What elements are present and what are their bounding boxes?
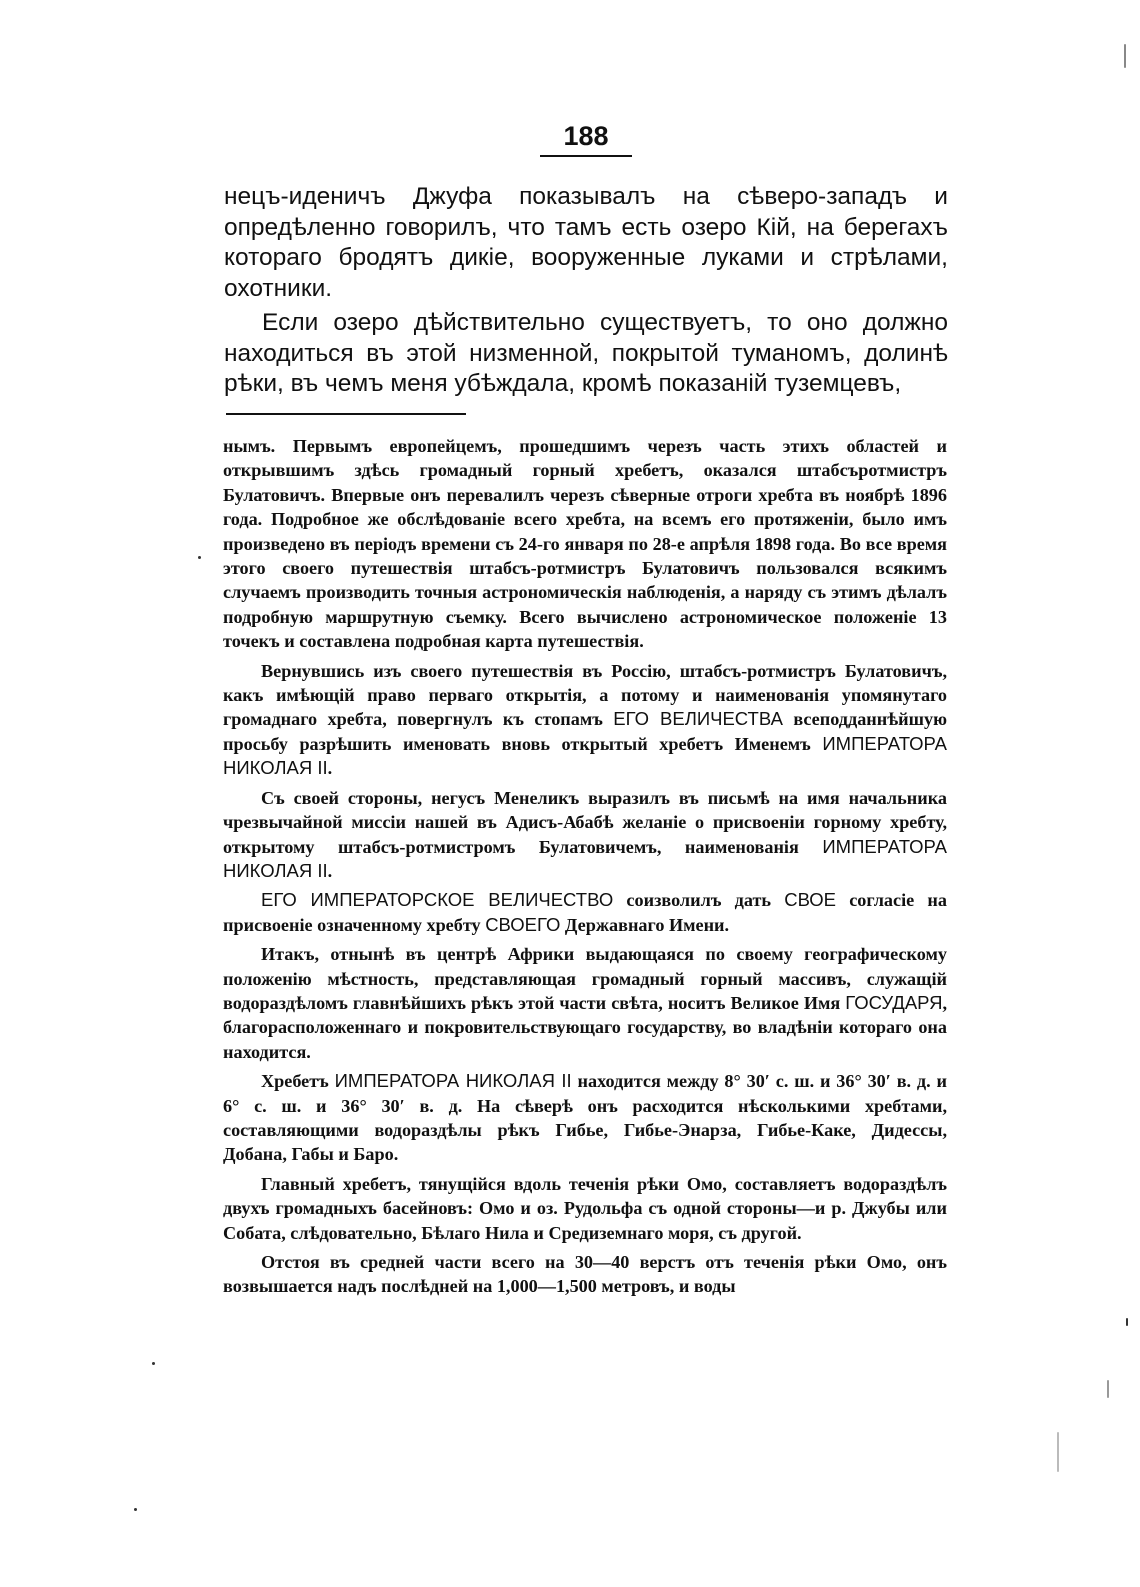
caps-run: ИМПЕРАТОРА НИКОЛАЯ II (334, 1070, 572, 1092)
footnote (223, 434, 947, 1304)
scan-speck (1124, 44, 1126, 68)
scan-speck (1107, 1380, 1109, 1398)
text-run: Итакъ, отнынѣ въ центрѣ Африки выдающаяся по своему географическому положенію мѣстность, представляющая громадный горный массивъ, служащій водораздѣломъ главнѣйшихъ рѣкъ этой части свѣта, носитъ Великое Имя (223, 944, 947, 1013)
text-run: Державнаго Имени. (560, 914, 730, 935)
footnote-paragraph-8: Отстоя въ средней части всего на 30—40 верстъ отъ теченія рѣки Омо, онъ возвышается надъ послѣдней на 1,000—1,500 метровъ, и воды (223, 1252, 947, 1297)
caps-run: ИМПЕРАТОРА НИКОЛАЯ II (223, 732, 947, 779)
text-run: Съ своей стороны, негусъ Менеликъ выразилъ въ письмѣ на имя начальника чрезвычайной миссіи нашей въ Адисъ-Абабѣ желаніе о присвоеніи горному хребту, открытому штабсъ-ротмистромъ Булатовичемъ, наименованія (223, 787, 947, 857)
text-run: находится между 8° 30′ с. ш. и 36° 30′ в. д. и 6° с. ш. и 36° 30′ в. д. На сѣверѣ онъ расходится нѣсколькими хребтами, составляющими водораздѣлы рѣкъ Гибье, Гибье-Энарза, Гибье-Каке, Дидессы, Добана, Габы и Баро. (223, 1071, 947, 1165)
caps-run: ЕГО ИМПЕРАТОРСКОЕ ВЕЛИЧЕСТВО (261, 889, 614, 911)
caps-run: ЕГО ВЕЛИЧЕСТВА (613, 708, 783, 730)
text-run: , благорасположеннаго и покровительствующаго государству, во владѣніи котораго она находится. (223, 992, 947, 1062)
text-run: всеподданнѣйшую просьбу разрѣшить именовать вновь открытый хребетъ Именемъ (223, 709, 947, 754)
footnote-paragraph-1: нымъ. Первымъ европейцемъ, прошедшимъ черезъ часть этихъ областей и открывшимъ здѣсь громадный горный хребетъ, оказался штабсъротмистръ Булатовичъ. Впервые онъ перевалилъ черезъ сѣверные отроги хребта въ ноябрѣ 1896 года. Подробное же обслѣдованіе всего хребта, на всемъ его протяженіи, было имъ произведено въ періодъ времени съ 24-го января по 28-е апрѣля 1898 года. Во все время этого своего путешествія штабсъ-ротмистръ Булатовичъ пользовался всякимъ случаемъ производить точныя астрономическія наблюденія, а наряду съ этимъ дѣлалъ подробную маршрутную съемку. Всего вычислено астрономическое положеніе 13 точекъ и составлена подробная карта путешествія. (223, 436, 947, 652)
footnote-divider (226, 413, 466, 415)
text-run: . (327, 860, 333, 881)
text-run: Хребетъ (261, 1071, 335, 1092)
text-run: согласіе на присвоеніе означенному хребту (223, 890, 947, 935)
text-run: Вернувшись изъ своего путешествія въ Россію, штабсъ-ротмистръ Булатовичъ, какъ имѣющій право перваго открытія, а потому и наименованія упомянутаго громаднаго хребта, повергнулъ къ стопамъ (223, 660, 947, 730)
text-run: соизволилъ дать (613, 890, 785, 911)
main-paragraph-2: Если озеро дѣйствительно существуетъ, то оно должно находиться въ этой низменной, покрытой туманомъ, долинѣ рѣки, въ чемъ меня убѣждала, кромѣ показаній туземцевъ, (224, 309, 948, 397)
scan-speck (152, 1362, 155, 1365)
scan-speck (134, 1508, 137, 1511)
footnote-paragraph-5 (223, 942, 947, 1064)
caps-run: СВОЕ (784, 889, 837, 911)
caps-run: СВОЕГО (485, 913, 561, 935)
footnote-paragraph-4 (223, 888, 947, 937)
caps-run: ИМПЕРАТОРА НИКОЛАЯ II (223, 835, 947, 881)
footnote-paragraph-3 (223, 786, 947, 884)
text-run: . (327, 758, 333, 779)
main-paragraph-1: нецъ-иденичъ Джуфа показывалъ на сѣверо-западъ и опредѣленно говорилъ, что тамъ есть озеро Кій, на берегахъ котораго бродятъ дикіе, вооруженные луками и стрѣлами, охотники. (224, 183, 948, 302)
main-text (224, 182, 948, 404)
footnote-paragraph-2 (223, 659, 947, 781)
footnote-paragraph-6 (223, 1069, 947, 1167)
scan-speck (198, 556, 201, 559)
scan-speck (1057, 1432, 1059, 1472)
caps-run: ГОСУДАРЯ (845, 991, 943, 1013)
footnote-paragraph-7: Главный хребетъ, тянущійся вдоль теченія рѣки Омо, составляетъ водораздѣлъ двухъ громадныхъ басейновъ: Омо и оз. Рудольфа съ одной стороны—и р. Джубы или Собата, слѣдовательно, Бѣлаго Нила и Средиземнаго моря, съ другой. (223, 1173, 947, 1243)
page-number: 188 (540, 118, 632, 157)
scan-speck (1126, 1318, 1128, 1326)
